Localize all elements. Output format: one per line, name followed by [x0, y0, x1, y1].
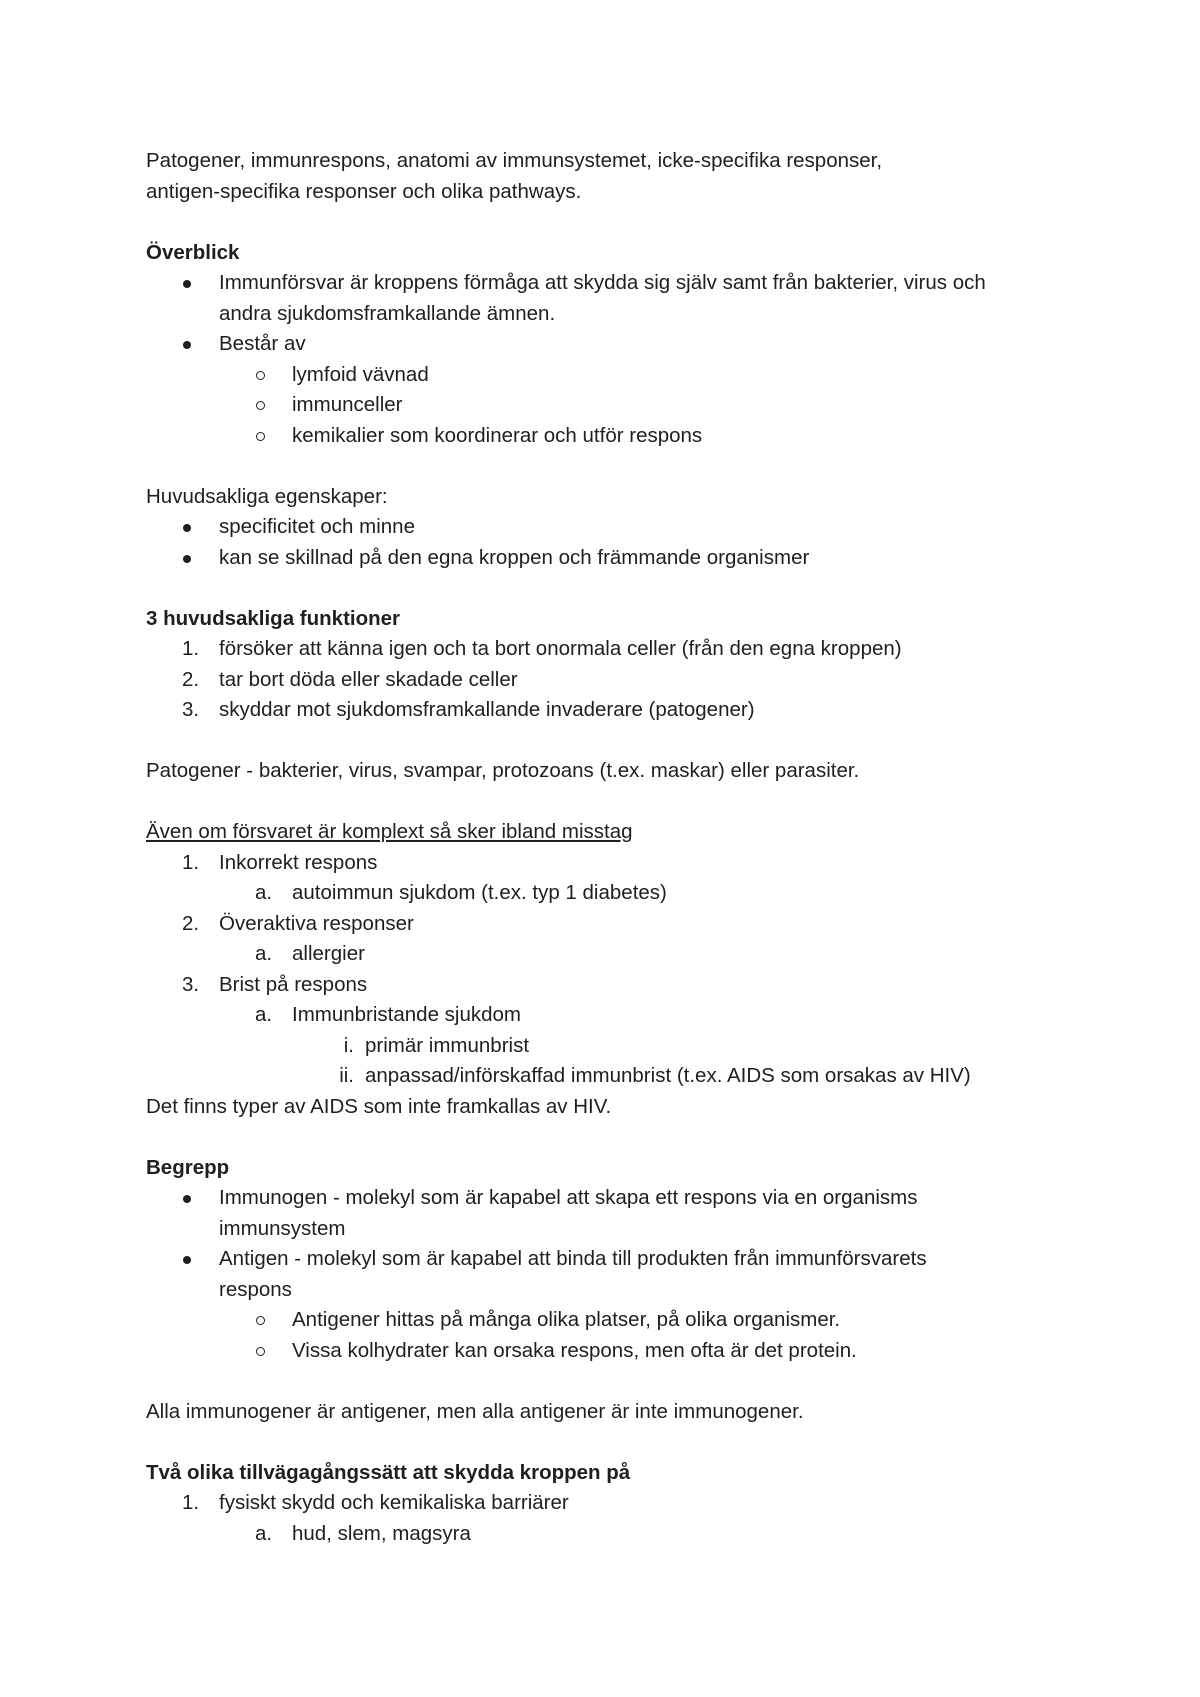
- list-item-text: specificitet och minne: [219, 515, 415, 538]
- list-number: 1.: [182, 637, 200, 660]
- list-letter: a.: [255, 942, 273, 965]
- list-number: 1.: [182, 1491, 200, 1514]
- list-item-text: hud, slem, magsyra: [292, 1521, 471, 1545]
- list-letter: a.: [255, 1003, 273, 1026]
- list-letter: a.: [255, 881, 273, 904]
- list-roman: i.: [343, 1033, 354, 1057]
- list-item-text: kemikalier som koordinerar och utför respons: [292, 423, 703, 447]
- list-number: 3.: [182, 698, 200, 721]
- list-item: [146, 329, 1076, 360]
- list-item-text: kan se skillnad på den egna kroppen och främmande organismer: [219, 545, 810, 569]
- bullet-icon: [183, 1195, 191, 1203]
- heading-begrepp: Begrepp: [146, 1155, 230, 1179]
- list-item-text: anpassad/införskaffad immunbrist (t.ex. AIDS som orsakas av HIV): [365, 1064, 971, 1087]
- list-item: [146, 909, 1076, 940]
- list-item: [146, 268, 1076, 329]
- list-item: [146, 1519, 1076, 1550]
- list-item-text: Överaktiva responser: [219, 911, 414, 935]
- list-item-text: Består av: [219, 332, 306, 355]
- list-item: [146, 665, 1076, 696]
- list-item: [146, 512, 1076, 543]
- heading-tva: Två olika tillvägagångssätt att skydda kroppen på: [146, 1460, 631, 1484]
- list-item-text: Immunogen - molekyl som är kapabel att skapa ett respons via en organisms: [219, 1186, 918, 1209]
- list-item-text: skyddar mot sjukdomsframkallande invaderare (patogener): [219, 698, 755, 721]
- list-letter: a.: [255, 1521, 273, 1545]
- list-item-text: allergier: [292, 942, 365, 965]
- list-item-text: andra sjukdomsframkallande ämnen.: [219, 301, 556, 325]
- patogener-paragraph: Patogener - bakterier, virus, svampar, protozoans (t.ex. maskar) eller parasiter.: [146, 759, 860, 782]
- list-number: 3.: [182, 972, 200, 996]
- list-item-text: Brist på respons: [219, 972, 368, 996]
- aids-note: Det finns typer av AIDS som inte framkallas av HIV.: [146, 1094, 612, 1118]
- list-item: [146, 939, 1076, 970]
- list-item: [146, 970, 1076, 1001]
- list-item: [146, 1000, 1076, 1031]
- bullet-icon: [183, 1256, 191, 1264]
- list-item-text: Immunförsvar är kroppens förmåga att skydda sig själv samt från bakterier, virus och: [219, 271, 986, 294]
- list-item: [146, 1031, 1076, 1062]
- list-item: [146, 543, 1076, 574]
- bullet-icon: [183, 524, 191, 532]
- bullet-icon: [183, 341, 191, 349]
- list-item-text: Antigen - molekyl som är kapabel att binda till produkten från immunförsvarets: [219, 1247, 927, 1270]
- list-item: [146, 1336, 1076, 1367]
- document-page: [146, 146, 1076, 1549]
- list-number: 1.: [182, 850, 200, 874]
- circle-bullet-icon: [256, 401, 265, 410]
- list-item-text: autoimmun sjukdom (t.ex. typ 1 diabetes): [292, 881, 667, 904]
- list-item-text: tar bort döda eller skadade celler: [219, 667, 518, 691]
- list-number: 2.: [182, 667, 200, 691]
- alla-paragraph: Alla immunogener är antigener, men alla antigener är inte immunogener.: [146, 1399, 804, 1423]
- list-item-text: primär immunbrist: [365, 1033, 530, 1057]
- bullet-icon: [183, 555, 191, 563]
- circle-bullet-icon: [256, 371, 265, 380]
- list-item: [146, 1061, 1076, 1092]
- list-item-text: Vissa kolhydrater kan orsaka respons, men ofta är det protein.: [292, 1338, 857, 1362]
- list-item-text: respons: [219, 1277, 292, 1301]
- circle-bullet-icon: [256, 432, 265, 441]
- list-item: [146, 390, 1076, 421]
- list-item: [146, 360, 1076, 391]
- intro-line-2: antigen-specifika responser och olika pathways.: [146, 179, 582, 203]
- heading-overblick: Överblick: [146, 240, 240, 264]
- list-item-text: försöker att känna igen och ta bort onormala celler (från den egna kroppen): [219, 637, 902, 660]
- list-item: [146, 421, 1076, 452]
- list-item-text: lymfoid vävnad: [292, 362, 429, 386]
- list-item: [146, 634, 1076, 665]
- list-item: [146, 1244, 1076, 1305]
- list-item: [146, 1183, 1076, 1244]
- list-item-text: Immunbristande sjukdom: [292, 1003, 522, 1026]
- list-item: [146, 878, 1076, 909]
- circle-bullet-icon: [256, 1347, 265, 1356]
- heading-funktioner: 3 huvudsakliga funktioner: [146, 606, 401, 630]
- bullet-icon: [183, 280, 191, 288]
- list-item: [146, 1488, 1076, 1519]
- list-item-text: Antigener hittas på många olika platser, på olika organismer.: [292, 1308, 841, 1331]
- heading-misstag: Även om försvaret är komplext så sker ibland misstag: [146, 820, 633, 843]
- list-item-text: immunceller: [292, 393, 403, 416]
- list-roman: ii.: [339, 1064, 354, 1087]
- list-item-text: fysiskt skydd och kemikaliska barriärer: [219, 1491, 569, 1514]
- list-item: [146, 1305, 1076, 1336]
- list-item: [146, 695, 1076, 726]
- list-number: 2.: [182, 911, 200, 935]
- intro-line-1: Patogener, immunrespons, anatomi av immunsystemet, icke-specifika responser,: [146, 149, 883, 172]
- list-item: [146, 848, 1076, 879]
- circle-bullet-icon: [256, 1316, 265, 1325]
- list-item-text: Inkorrekt respons: [219, 850, 378, 874]
- heading-egenskaper: Huvudsakliga egenskaper:: [146, 484, 388, 508]
- list-item-text: immunsystem: [219, 1216, 346, 1240]
